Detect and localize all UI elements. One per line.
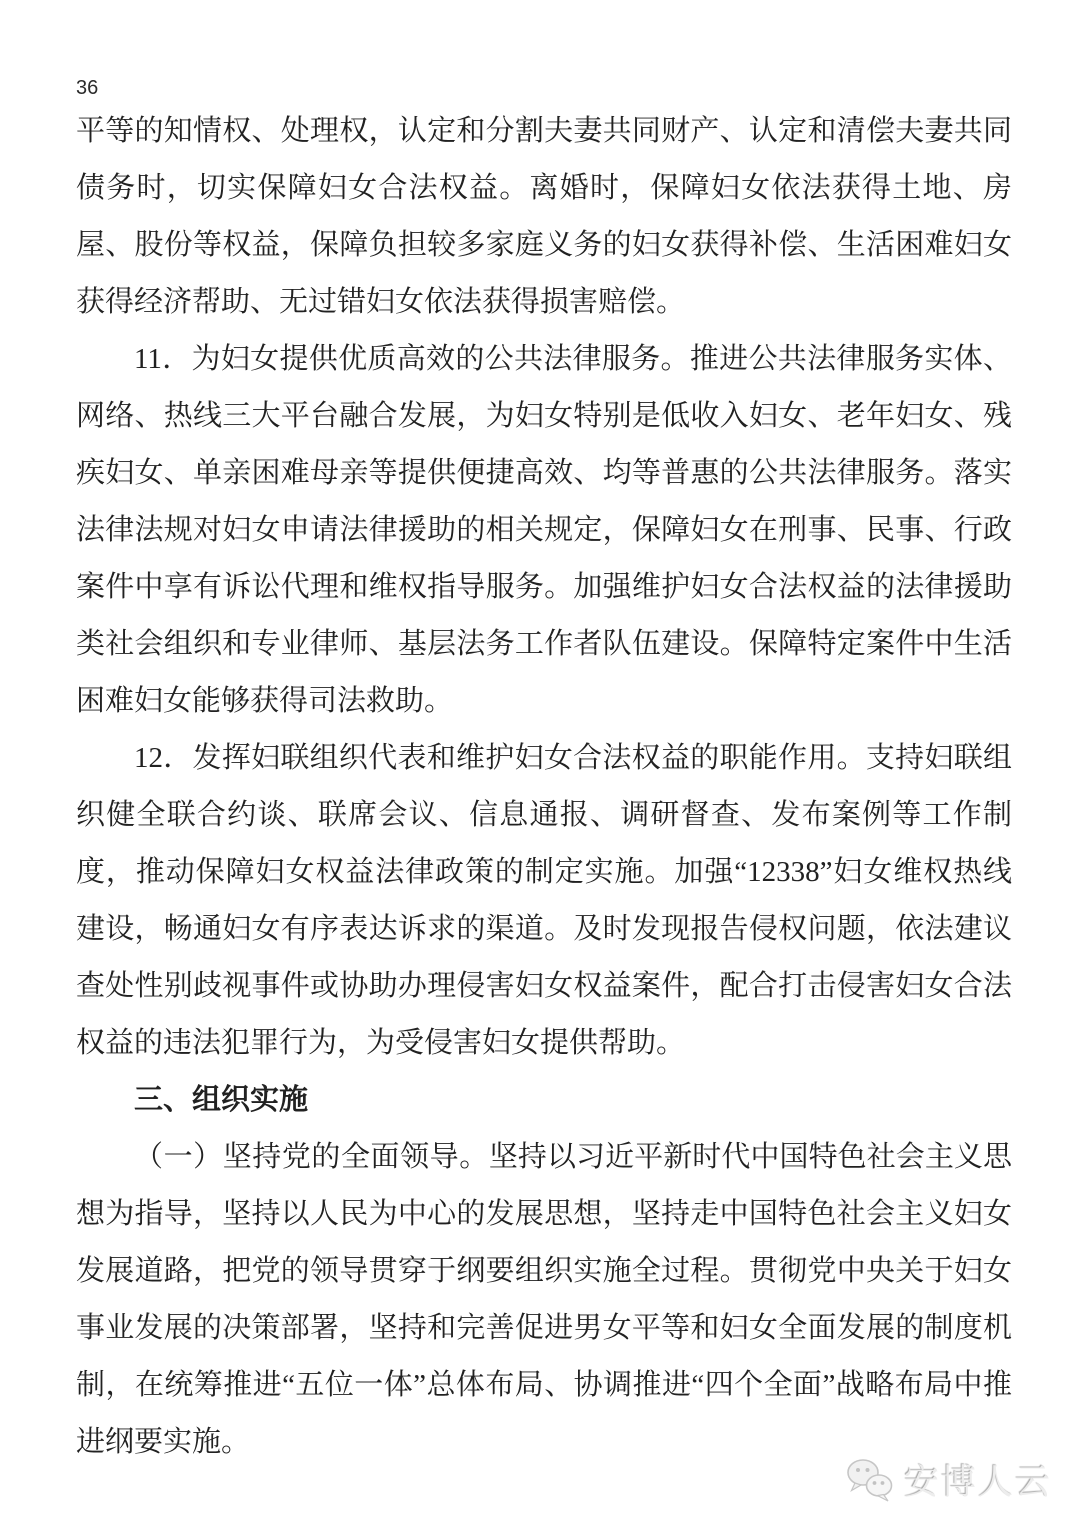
wechat-icon	[844, 1457, 896, 1503]
paragraph-item-12: 12．发挥妇联组织代表和维护妇女合法权益的职能作用。支持妇联组织健全联合约谈、联席会议、信息通报、调研督查、发布案例等工作制度，推动保障妇女权益法律政策的制定实施。加强“12338”妇女维权热线建设，畅通妇女有序表达诉求的渠道。及时发现报告侵权问题，依法建议查处性别歧视事件或协助办理侵害妇女权益案件，配合打击侵害妇女合法权益的违法犯罪行为，为受侵害妇女提供帮助。	[76, 742, 1012, 1059]
paragraph-sub-item-1	[76, 1129, 1012, 1471]
paragraph-body-text: 坚持以习近平新时代中国特色社会主义思想为指导，坚持以人民为中心的发展思想，坚持走中国特色社会主义妇女发展道路，把党的领导贯穿于纲要组织实施全过程。贯彻党中央关于妇女事业发展的决策部署，坚持和完善促进男女平等和妇女全面发展的制度机制，在统筹推进“五位一体”总体布局、协调推进“四个全面”战略布局中推进纲要实施。	[76, 1141, 1012, 1458]
paragraph-continuation: 平等的知情权、处理权，认定和分割夫妻共同财产、认定和清偿夫妻共同债务时，切实保障妇女合法权益。离婚时，保障妇女依法获得土地、房屋、股份等权益，保障负担较多家庭义务的妇女获得补偿、生活困难妇女获得经济帮助、无过错妇女依法获得损害赔偿。	[76, 115, 1012, 318]
paragraph-item-11: 11．为妇女提供优质高效的公共法律服务。推进公共法律服务实体、网络、热线三大平台融合发展，为妇女特别是低收入妇女、老年妇女、残疾妇女、单亲困难母亲等提供便捷高效、均等普惠的公共法律服务。落实法律法规对妇女申请法律援助的相关规定，保障妇女在刑事、民事、行政案件中享有诉讼代理和维权指导服务。加强维护妇女合法权益的法律援助类社会组织和专业律师、基层法务工作者队伍建设。保障特定案件中生活困难妇女能够获得司法救助。	[76, 343, 1012, 717]
watermark-text: 安博人云	[903, 1463, 1052, 1502]
section-heading-organization: 三、组织实施	[134, 1084, 309, 1116]
watermark	[844, 1455, 1052, 1505]
document-body	[76, 103, 1012, 1471]
paragraph-lead-sentence: （一）坚持党的全面领导。	[134, 1141, 489, 1173]
page-number: 36	[76, 77, 99, 99]
